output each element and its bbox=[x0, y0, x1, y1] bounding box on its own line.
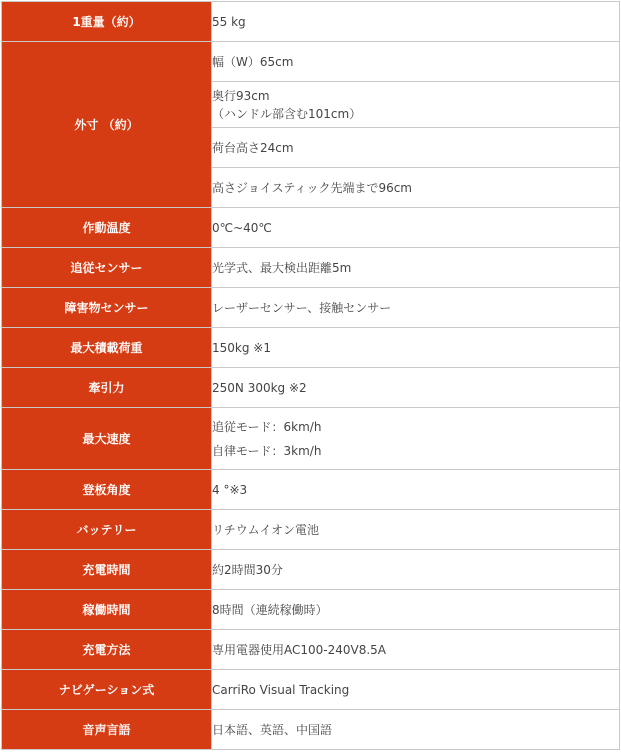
row-label: 登板角度 bbox=[2, 470, 212, 510]
row-label: 最大積載荷重 bbox=[2, 328, 212, 368]
row-label: 1重量（約） bbox=[2, 2, 212, 42]
row-label: ナビゲーション式 bbox=[2, 670, 212, 710]
spec-row-climb-angle bbox=[2, 470, 620, 510]
spec-row-operating-time bbox=[2, 590, 620, 630]
row-label: 充電方法 bbox=[2, 630, 212, 670]
row-value bbox=[212, 208, 620, 248]
row-label: 最大速度 bbox=[2, 408, 212, 470]
value-line: レーザーセンサー、接触センサー bbox=[212, 300, 392, 315]
row-value bbox=[212, 82, 620, 128]
spec-row-weight bbox=[2, 2, 620, 42]
spec-row-max-speed bbox=[2, 408, 620, 470]
row-label: 音声言語 bbox=[2, 710, 212, 750]
row-label: 作動温度 bbox=[2, 208, 212, 248]
spec-row-battery bbox=[2, 510, 620, 550]
row-value bbox=[212, 2, 620, 42]
row-value bbox=[212, 42, 620, 82]
spec-row-charge-time bbox=[2, 550, 620, 590]
value-line: 150kg ※1 bbox=[212, 340, 271, 355]
value-line: 高さジョイスティック先端まで96cm bbox=[212, 180, 412, 195]
row-value bbox=[212, 368, 620, 408]
row-value bbox=[212, 168, 620, 208]
value-line: 追従モード：6km/h bbox=[212, 419, 322, 434]
spec-row-traction bbox=[2, 368, 620, 408]
value-line: 8時間（連続稼働時） bbox=[212, 602, 328, 617]
spec-row-dimensions bbox=[2, 42, 620, 82]
row-value bbox=[212, 128, 620, 168]
value-line: 荷台高さ24cm bbox=[212, 140, 294, 155]
row-value bbox=[212, 248, 620, 288]
row-value bbox=[212, 590, 620, 630]
row-value bbox=[212, 670, 620, 710]
row-label: 外寸 （約） bbox=[2, 42, 212, 208]
row-label: 充電時間 bbox=[2, 550, 212, 590]
value-line: 日本語、英語、中国語 bbox=[212, 722, 333, 737]
row-value bbox=[212, 470, 620, 510]
value-line: 55 kg bbox=[212, 14, 246, 29]
value-line: 約2時間30分 bbox=[212, 562, 283, 577]
spec-table bbox=[1, 1, 620, 750]
spec-row-temperature bbox=[2, 208, 620, 248]
row-value bbox=[212, 710, 620, 750]
row-value bbox=[212, 288, 620, 328]
row-value bbox=[212, 550, 620, 590]
value-line: 250N 300kg ※2 bbox=[212, 380, 307, 395]
spec-row-voice-language bbox=[2, 710, 620, 750]
spec-row-navigation bbox=[2, 670, 620, 710]
value-line: 幅（W）65cm bbox=[212, 54, 294, 69]
row-label: 牽引力 bbox=[2, 368, 212, 408]
value-line: 0℃~40℃ bbox=[212, 220, 272, 235]
spec-row-follow-sensor bbox=[2, 248, 620, 288]
value-line: 専用電器使用AC100-240V8.5A bbox=[212, 642, 387, 657]
value-line: 4 °※3 bbox=[212, 482, 248, 497]
spec-row-obstacle-sensor bbox=[2, 288, 620, 328]
value-line: 自律モード：3km/h bbox=[212, 443, 322, 458]
value-line: 光学式、最大検出距離5m bbox=[212, 260, 352, 275]
row-label: 障害物センサー bbox=[2, 288, 212, 328]
row-label: バッテリー bbox=[2, 510, 212, 550]
row-value bbox=[212, 408, 620, 470]
row-label: 追従センサー bbox=[2, 248, 212, 288]
spec-row-charge-method bbox=[2, 630, 620, 670]
value-line: CarriRo Visual Tracking bbox=[212, 682, 350, 697]
spec-row-max-load bbox=[2, 328, 620, 368]
value-line: （ハンドル部含む101cm） bbox=[212, 106, 362, 121]
row-label: 稼働時間 bbox=[2, 590, 212, 630]
value-line: 奥行93cm bbox=[212, 88, 270, 103]
row-value bbox=[212, 328, 620, 368]
row-value bbox=[212, 510, 620, 550]
value-line: リチウムイオン電池 bbox=[212, 522, 320, 537]
row-value bbox=[212, 630, 620, 670]
